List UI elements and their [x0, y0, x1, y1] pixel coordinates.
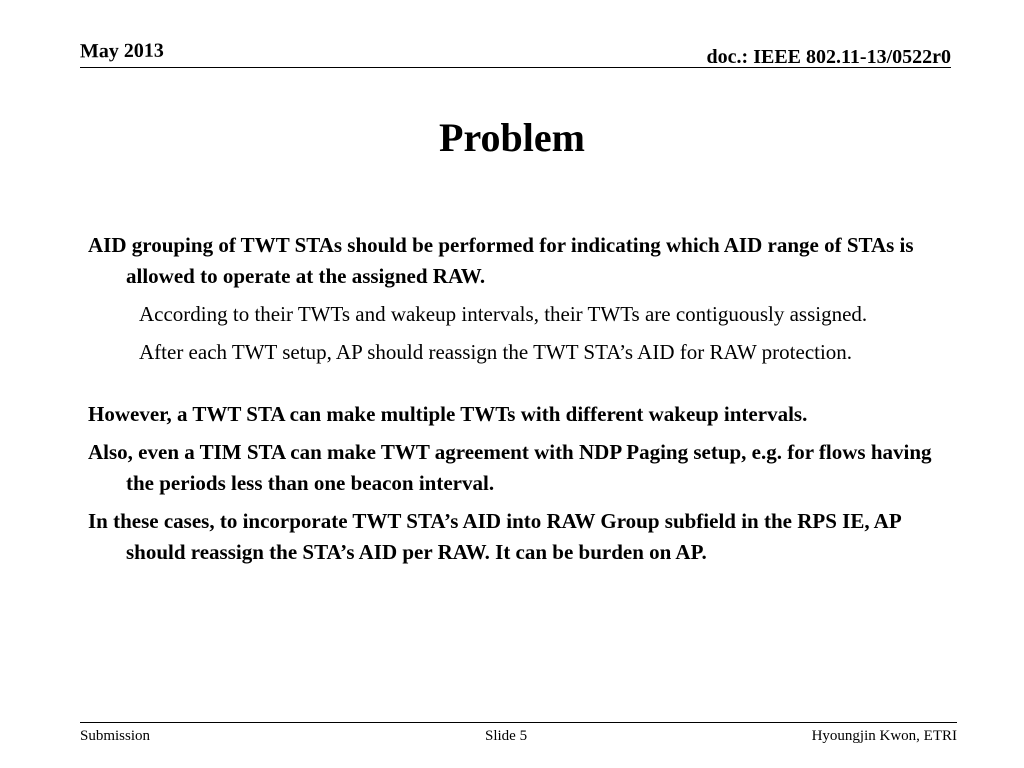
slide-title: Problem: [439, 115, 585, 160]
header-date: May 2013: [79, 39, 164, 63]
footer-submission: Submission: [80, 728, 151, 744]
header-divider: [80, 67, 951, 68]
bullet-aid-grouping: AID grouping of TWT STAs should be performed for indicating which AID range of STAs is allowed to operate at the assigned RAW.: [88, 233, 914, 288]
bullet-burden: In these cases, to incorporate TWT STA’s AID into RAW Group subfield in the RPS IE, AP should reassign the STA’s AID per RAW. It can be burden on AP.: [88, 509, 901, 564]
slide-body: [88, 230, 958, 568]
header-doc-id: doc.: IEEE 802.11-13/0522r0: [706, 46, 951, 68]
sub-bullet-reassign: After each TWT setup, AP should reassign the TWT STA’s AID for RAW protection.: [139, 340, 853, 364]
footer-author: Hyoungjin Kwon, ETRI: [811, 728, 957, 744]
sub-bullet-contiguous: According to their TWTs and wakeup intervals, their TWTs are contiguously assigned.: [139, 302, 868, 326]
bullet-multiple-twts: However, a TWT STA can make multiple TWTs with different wakeup intervals.: [88, 402, 808, 426]
footer-divider: [80, 722, 957, 723]
footer-slide-number: Slide 5: [485, 728, 528, 744]
bullet-tim-sta: Also, even a TIM STA can make TWT agreement with NDP Paging setup, e.g. for flows having the periods less than one beacon interval.: [88, 440, 932, 495]
